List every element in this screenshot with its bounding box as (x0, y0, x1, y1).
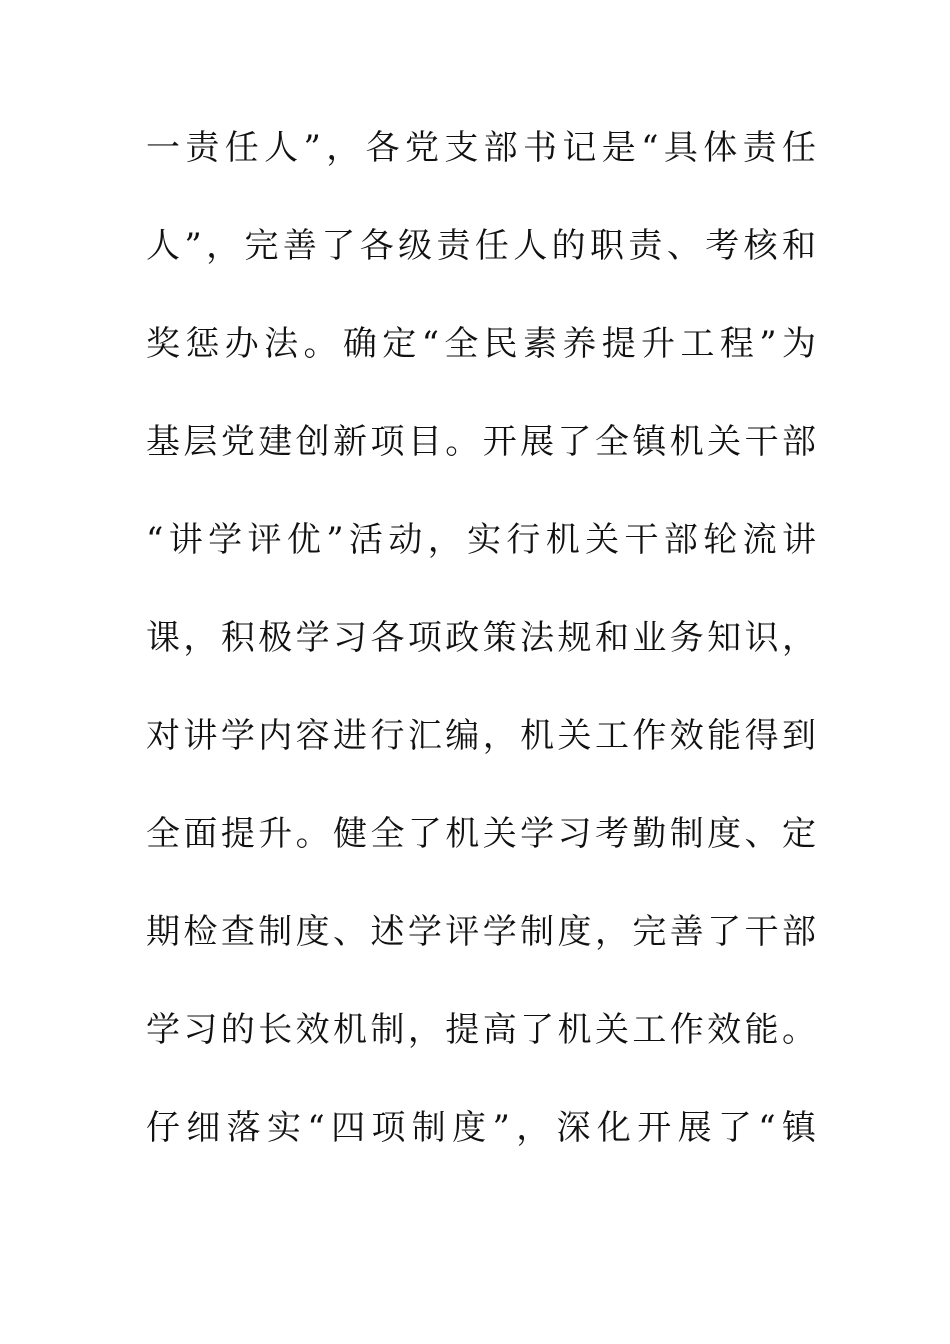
text-line: 对讲学内容进行汇编，机关工作效能得到 (146, 716, 816, 756)
text-line: 奖惩办法。确定“全民素养提升工程”为 (146, 324, 816, 364)
text-line: “讲学评优”活动，实行机关干部轮流讲 (146, 520, 816, 560)
text-line: 仔细落实“四项制度”，深化开展了“镇 (146, 1108, 816, 1148)
text-line: 一责任人”，各党支部书记是“具体责任 (146, 128, 816, 168)
text-line: 基层党建创新项目。开展了全镇机关干部 (146, 422, 816, 462)
text-line: 期检查制度、述学评学制度，完善了干部 (146, 912, 816, 952)
text-line: 学习的长效机制，提高了机关工作效能。 (146, 1010, 816, 1050)
text-line: 全面提升。健全了机关学习考勤制度、定 (146, 814, 816, 854)
text-line: 人”，完善了各级责任人的职责、考核和 (146, 226, 816, 266)
text-line: 课，积极学习各项政策法规和业务知识， (146, 618, 816, 658)
body-text (146, 124, 816, 1202)
